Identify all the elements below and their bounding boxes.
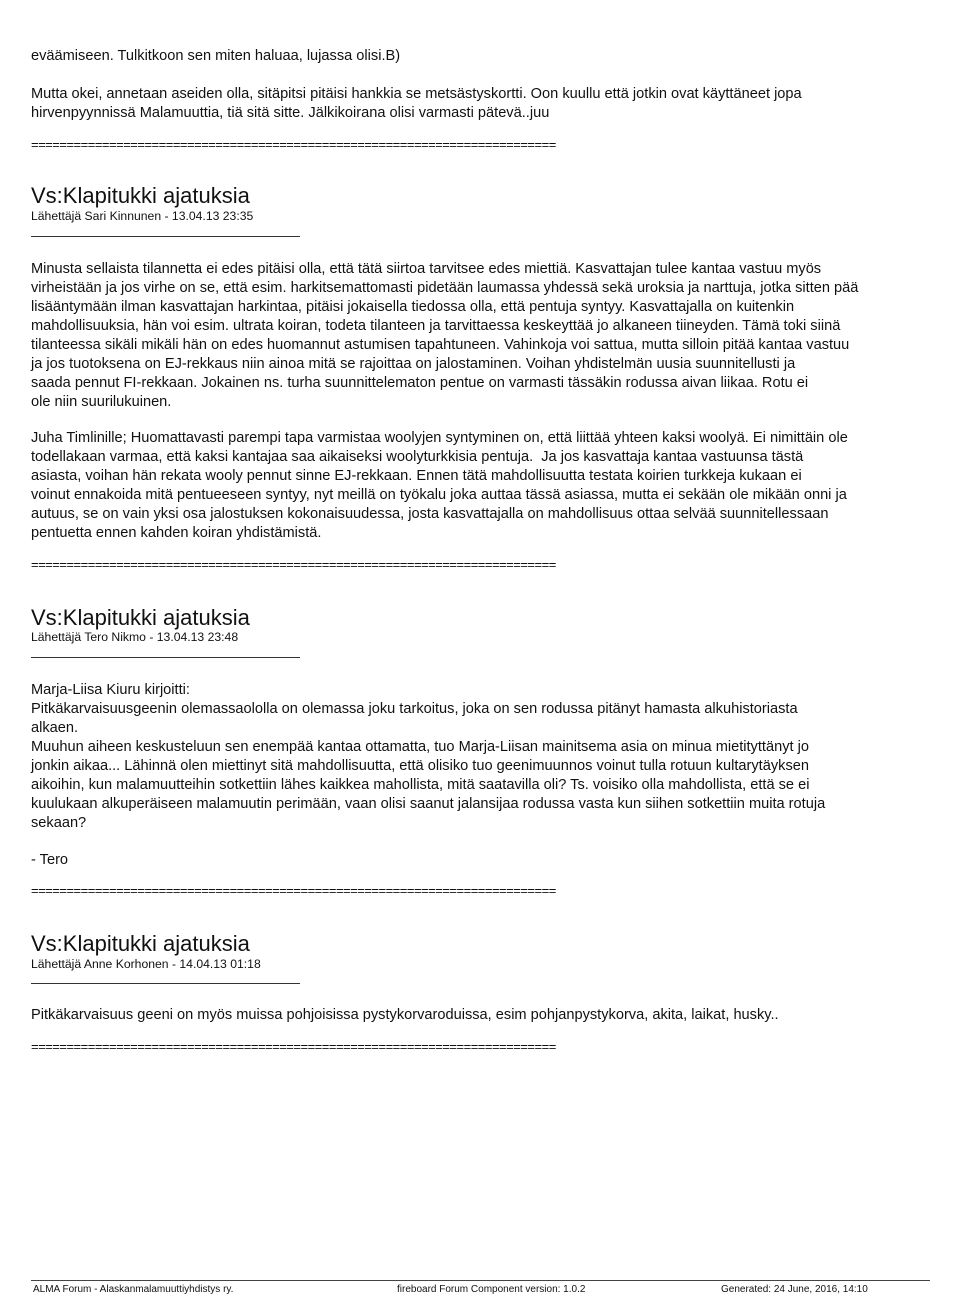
post-line: autuus, se on vain yksi osa jalostuksen kokonaisuudessa, josta kasvattajalla on mahdollisuus ottaa selvää suunnitellessaan [31, 506, 829, 522]
post-line: Pitkäkarvaisuus geeni on myös muissa pohjoisissa pystykorvaroduissa, esim pohjanpystykorva, akita, laikat, husky.. [31, 1007, 779, 1023]
post-line: tilanteessa sikäli mikäli hän on edes huomannut astumisen tapahtuneen. Vahinkoja voi sattua, mutta silloin pitää kantaa vastuu [31, 337, 850, 353]
post-line: virheistään ja jos virhe on se, että esim. harkitsemattomasti pidetään laumassa yhdessä sekä uroksia ja narttuja, jotka sitten pää [31, 280, 859, 296]
intro-line: eväämiseen. Tulkitkoon sen miten haluaa, lujassa olisi.B) [31, 48, 401, 64]
post-divider [31, 657, 300, 658]
post-line: Juha Timlinille; Huomattavasti parempi tapa varmistaa woolyjen syntyminen on, että liittää yhteen kaksi woolyä. Ei nimittäin ole [31, 430, 848, 446]
separator: ========================================================================== [31, 883, 556, 898]
post-line: todellakaan varmaa, että kaksi kantajaa saa aikaiseksi woolyturkkisia pentuja. Ja jos kasvattaja kantaa vastuunsa tästä [31, 449, 804, 465]
post-line: alkaen. [31, 720, 79, 736]
post-line: mahdollisuuksia, hän voi esim. ultrata koiran, todeta tilanteen ja tarvittaessa keskeyttää jo alkaneen tiineyden. Tämä toki siinä [31, 318, 841, 334]
separator: ========================================================================== [31, 557, 556, 572]
post-signature: - Tero [31, 852, 69, 868]
post-line: jonkin aikaa... Lähinnä olen miettinyt sitä mahdollisuutta, että olisiko tuo geenimuunnos voinut tulla rotuun kultarytäyksen [31, 758, 809, 774]
footer-generated-date: Generated: 24 June, 2016, 14:10 [721, 1284, 868, 1295]
post-line: voinut ennakoida mitä pentueeseen syntyy, nyt meillä on työkalu joka auttaa tässä asiassa, mutta ei sekään ole mikään onni ja [31, 487, 847, 503]
post-line: saada pennut FI-rekkaan. Jokainen ns. turha suunnittelematon pentue on varmasti tässäkin rodussa aivan liikaa. Rotu ei [31, 375, 809, 391]
post-line: pentuetta ennen kahden koiran yhdistämistä. [31, 525, 322, 541]
post-line: Pitkäkarvaisuusgeenin olemassaololla on olemassa joku tarkoitus, joka on sen rodussa pitänyt hamasta alkuhistoriasta [31, 701, 798, 717]
post-line: kuulukaan alkuperäiseen malamuutin perimään, vaan olisi saanut jalansijaa rodussa vasta kun siihen sotkettiin muita rotuja [31, 796, 826, 812]
post-line: asiasta, voihan hän rekata wooly pennut sinne EJ-rekkaan. Ennen tätä mahdollisuutta testata koirien turkkeja kukaan ei [31, 468, 802, 484]
post-line: ja jos tuotoksena on EJ-rekkaus niin ainoa mitä se rajoittaa on jalostaminen. Voihan yhdistelmän uusia suunnitellusti ja [31, 356, 796, 372]
footer-site-name: ALMA Forum - Alaskanmalamuuttiyhdistys ry. [33, 1284, 234, 1295]
post-meta: Lähettäjä Anne Korhonen - 14.04.13 01:18 [31, 957, 261, 971]
post-divider [31, 983, 300, 984]
intro-line: hirvenpyynnissä Malamuuttia, tiä sitä sitte. Jälkikoirana olisi varmasti pätevä..juu [31, 105, 550, 121]
post-divider [31, 236, 300, 237]
post-title: Vs:Klapitukki ajatuksia [31, 605, 250, 630]
post-title: Vs:Klapitukki ajatuksia [31, 183, 250, 208]
post-line: aikoihin, kun malamuutteihin sotkettiin lähes kaikkea mahollista, mitä saatavilla oli? Ts. voisiko olla mahdollista, että se ei [31, 777, 810, 793]
post-title: Vs:Klapitukki ajatuksia [31, 931, 250, 956]
separator: ========================================================================== [31, 137, 556, 152]
footer-component-version: fireboard Forum Component version: 1.0.2 [397, 1284, 586, 1295]
intro-line: Mutta okei, annetaan aseiden olla, sitäpitsi pitäisi hankkia se metsästyskortti. Oon kuullu että jotkin ovat käyttäneet jopa [31, 86, 802, 102]
post-meta: Lähettäjä Tero Nikmo - 13.04.13 23:48 [31, 630, 239, 644]
page-footer [31, 1280, 930, 1295]
post-line: Minusta sellaista tilannetta ei edes pitäisi olla, että tätä siirtoa tarvitsee edes miettiä. Kasvattajan tulee kantaa vastuu myös [31, 261, 822, 277]
post-line: Marja-Liisa Kiuru kirjoitti: [31, 682, 190, 698]
post-line: ole niin suurilukuinen. [31, 394, 172, 410]
post-line: lisääntymään ilman kasvattajan harkintaa, pitäisi jokaisella tiedossa olla, että pentuja syntyy. Kasvattajalla on kuitenkin [31, 299, 795, 315]
separator: ========================================================================== [31, 1039, 556, 1054]
post-meta: Lähettäjä Sari Kinnunen - 13.04.13 23:35 [31, 209, 254, 223]
post-line: sekaan? [31, 815, 87, 831]
post-line: Muuhun aiheen keskusteluun sen enempää kantaa ottamatta, tuo Marja-Liisan mainitsema asia on minua mietityttänyt jo [31, 739, 809, 755]
